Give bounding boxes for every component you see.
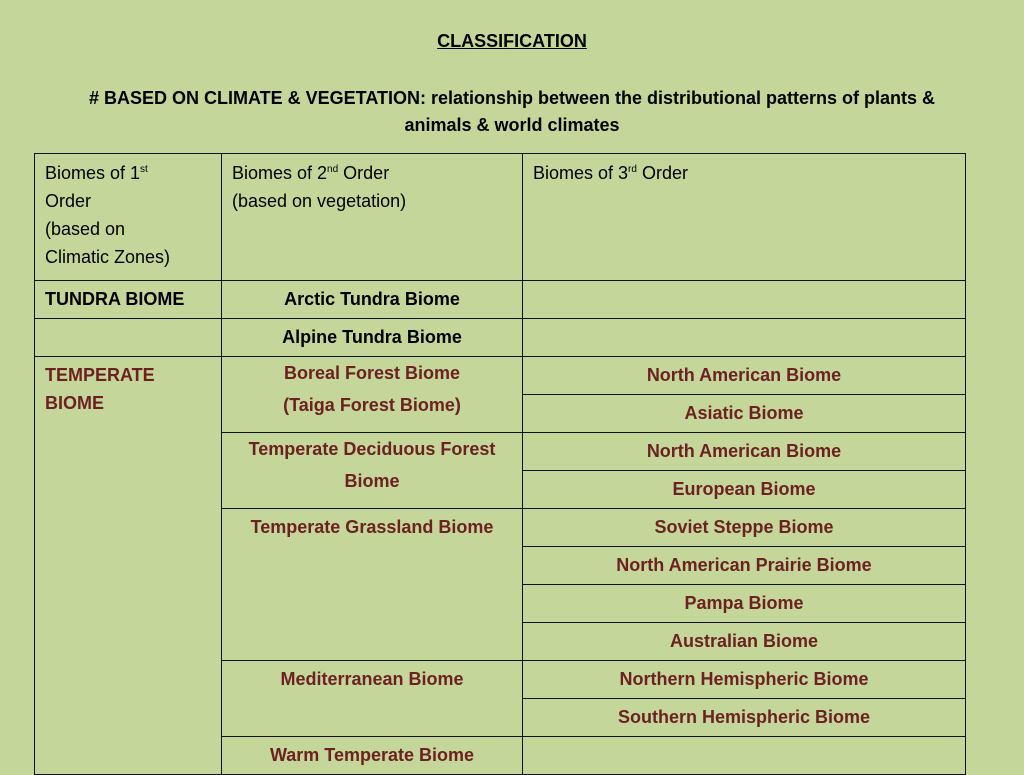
temperate-label-1: TEMPERATE	[45, 365, 155, 385]
cell-empty	[35, 319, 222, 357]
cell-arctic-tundra: Arctic Tundra Biome	[222, 281, 523, 319]
cell-temperate-biome	[35, 357, 222, 775]
boreal-label-1: Boreal Forest Biome	[283, 363, 461, 383]
header-second-order-label: Biomes of 2	[232, 163, 328, 183]
table-row	[35, 281, 966, 319]
header-first-order-sup: st	[140, 164, 148, 175]
header-first-order	[35, 154, 222, 281]
header-third-order	[523, 154, 966, 281]
header-first-order-label: Biomes of 1	[45, 163, 141, 183]
header-second-order-note: (based on vegetation)	[232, 191, 407, 211]
header-third-order-word: Order	[636, 163, 688, 183]
cell-alpine-tundra: Alpine Tundra Biome	[222, 319, 523, 357]
temperate-label-2: BIOME	[45, 393, 105, 413]
header-second-order-sup: nd	[327, 164, 339, 175]
cell-order3-item: North American Prairie Biome	[523, 547, 966, 585]
cell-empty	[523, 737, 966, 775]
header-third-order-sup: rd	[628, 164, 637, 175]
header-third-order-label: Biomes of 3	[533, 163, 629, 183]
cell-boreal-forest	[222, 357, 523, 433]
table-row	[35, 319, 966, 357]
deciduous-label-2: Biome	[344, 471, 400, 491]
table-header-row	[35, 154, 966, 281]
deciduous-label-1: Temperate Deciduous Forest	[248, 439, 496, 459]
cell-temperate-grassland: Temperate Grassland Biome	[222, 509, 523, 661]
cell-mediterranean: Mediterranean Biome	[222, 661, 523, 737]
page-subtitle: # BASED ON CLIMATE & VEGETATION: relationship between the distributional patterns of plants & animals & world climates	[88, 88, 936, 135]
cell-order3-item: Asiatic Biome	[523, 395, 966, 433]
biome-classification-table	[34, 153, 966, 775]
header-second-order	[222, 154, 523, 281]
header-first-order-word: Order	[45, 191, 92, 211]
cell-tundra-biome: TUNDRA BIOME	[35, 281, 222, 319]
cell-order3-item: Southern Hemispheric Biome	[523, 699, 966, 737]
table-row	[35, 357, 966, 395]
boreal-label-2: (Taiga Forest Biome)	[283, 395, 461, 415]
cell-order3-item: Soviet Steppe Biome	[523, 509, 966, 547]
cell-order3-item: North American Biome	[523, 357, 966, 395]
cell-order3-item: Australian Biome	[523, 623, 966, 661]
cell-empty	[523, 281, 966, 319]
cell-order3-item: North American Biome	[523, 433, 966, 471]
cell-empty	[523, 319, 966, 357]
header-first-order-note-1: (based on	[45, 219, 126, 239]
cell-order3-item: Pampa Biome	[523, 585, 966, 623]
cell-order3-item: European Biome	[523, 471, 966, 509]
cell-warm-temperate: Warm Temperate Biome	[222, 737, 523, 775]
page-title: CLASSIFICATION	[437, 31, 587, 51]
header-first-order-note-2: Climatic Zones)	[45, 247, 171, 267]
cell-order3-item: Northern Hemispheric Biome	[523, 661, 966, 699]
cell-temperate-deciduous	[222, 433, 523, 509]
header-second-order-word: Order	[338, 163, 390, 183]
